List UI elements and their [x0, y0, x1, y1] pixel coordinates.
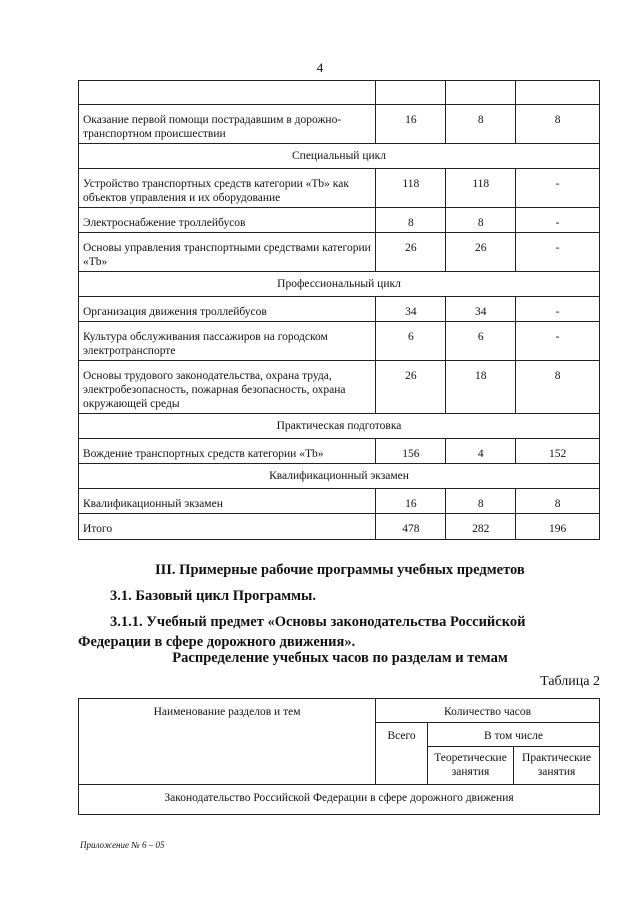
- row-total: 118: [376, 169, 446, 208]
- col-header-theory: Теоретические занятия: [428, 747, 514, 785]
- row-theory: 26: [446, 233, 516, 272]
- row-theory: 18: [446, 361, 516, 414]
- table-row: [79, 514, 600, 540]
- distribution-heading: Распределение учебных часов по разделам и темам: [172, 650, 508, 666]
- section-row: Законодательство Российской Федерации в сфере дорожного движения: [79, 785, 600, 815]
- table-row: [79, 169, 600, 208]
- section-heading: III. Примерные рабочие программы учебных предметов: [155, 562, 525, 578]
- section-row: [79, 414, 600, 439]
- row-total: 34: [376, 297, 446, 322]
- table-row: [79, 322, 600, 361]
- row-theory: 4: [446, 439, 516, 464]
- table-row: [79, 233, 600, 272]
- row-total: 8: [376, 208, 446, 233]
- table-label: Таблица 2: [540, 674, 600, 689]
- section-row: [79, 144, 600, 169]
- subject-heading: 3.1.1. Учебный предмет «Основы законодательства Российской Федерации в сфере дорожного движения».: [78, 614, 526, 650]
- row-practice: 8: [516, 361, 600, 414]
- table-row: [79, 81, 600, 105]
- row-theory: 8: [446, 208, 516, 233]
- section-row: [79, 464, 600, 489]
- section-title: Практическая подготовка: [79, 414, 600, 439]
- row-practice: 8: [516, 105, 600, 144]
- footer-note: Приложение № 6 – 05: [80, 840, 165, 850]
- row-total: 16: [376, 489, 446, 514]
- row-name: Квалификационный экзамен: [79, 489, 376, 514]
- section-title: Профессиональный цикл: [79, 272, 600, 297]
- row-total: 6: [376, 322, 446, 361]
- section-title: Квалификационный экзамен: [79, 464, 600, 489]
- empty-cell: [376, 81, 446, 105]
- col-header-practice: Практические занятия: [514, 747, 600, 785]
- col-header-hours: Количество часов: [376, 699, 600, 723]
- row-total: 26: [376, 361, 446, 414]
- row-name: Культура обслуживания пассажиров на городском электротранспорте: [79, 322, 376, 361]
- empty-cell: [79, 81, 376, 105]
- col-header-including: В том числе: [428, 723, 600, 747]
- page-number: 4: [316, 60, 324, 75]
- table-row: [79, 489, 600, 514]
- row-name: Оказание первой помощи пострадавшим в дорожно-транспортном происшествии: [79, 105, 376, 144]
- empty-cell: [516, 81, 600, 105]
- table-row: [79, 439, 600, 464]
- row-name: Основы трудового законодательства, охрана труда, электробезопасность, пожарная безопасность, охрана окружающей среды: [79, 361, 376, 414]
- table-row: [79, 361, 600, 414]
- row-practice: -: [516, 297, 600, 322]
- col-header-name: Наименование разделов и тем: [79, 699, 376, 785]
- table-row: [79, 105, 600, 144]
- row-theory: 34: [446, 297, 516, 322]
- row-total: 478: [376, 514, 446, 540]
- row-practice: 196: [516, 514, 600, 540]
- hours-table: [78, 80, 600, 540]
- row-theory: 6: [446, 322, 516, 361]
- row-practice: -: [516, 233, 600, 272]
- row-name: Вождение транспортных средств категории «Tb»: [79, 439, 376, 464]
- row-total: 156: [376, 439, 446, 464]
- row-total: 16: [376, 105, 446, 144]
- row-name: Электроснабжение троллейбусов: [79, 208, 376, 233]
- row-name: Итого: [79, 514, 376, 540]
- row-theory: 8: [446, 105, 516, 144]
- topics-table: [78, 698, 600, 815]
- row-theory: 282: [446, 514, 516, 540]
- row-name: Организация движения троллейбусов: [79, 297, 376, 322]
- row-theory: 118: [446, 169, 516, 208]
- table-row: [79, 297, 600, 322]
- row-total: 26: [376, 233, 446, 272]
- subsection-heading: 3.1. Базовый цикл Программы.: [110, 588, 316, 604]
- row-practice: -: [516, 208, 600, 233]
- table-row: [79, 208, 600, 233]
- section-row: [79, 272, 600, 297]
- row-name: Основы управления транспортными средствами категории «Tb»: [79, 233, 376, 272]
- section-title: Специальный цикл: [79, 144, 600, 169]
- row-practice: -: [516, 322, 600, 361]
- row-theory: 8: [446, 489, 516, 514]
- row-practice: 152: [516, 439, 600, 464]
- col-header-total: Всего: [376, 723, 428, 785]
- row-practice: 8: [516, 489, 600, 514]
- row-practice: -: [516, 169, 600, 208]
- row-name: Устройство транспортных средств категории «Tb» как объектов управления и их оборудование: [79, 169, 376, 208]
- empty-cell: [446, 81, 516, 105]
